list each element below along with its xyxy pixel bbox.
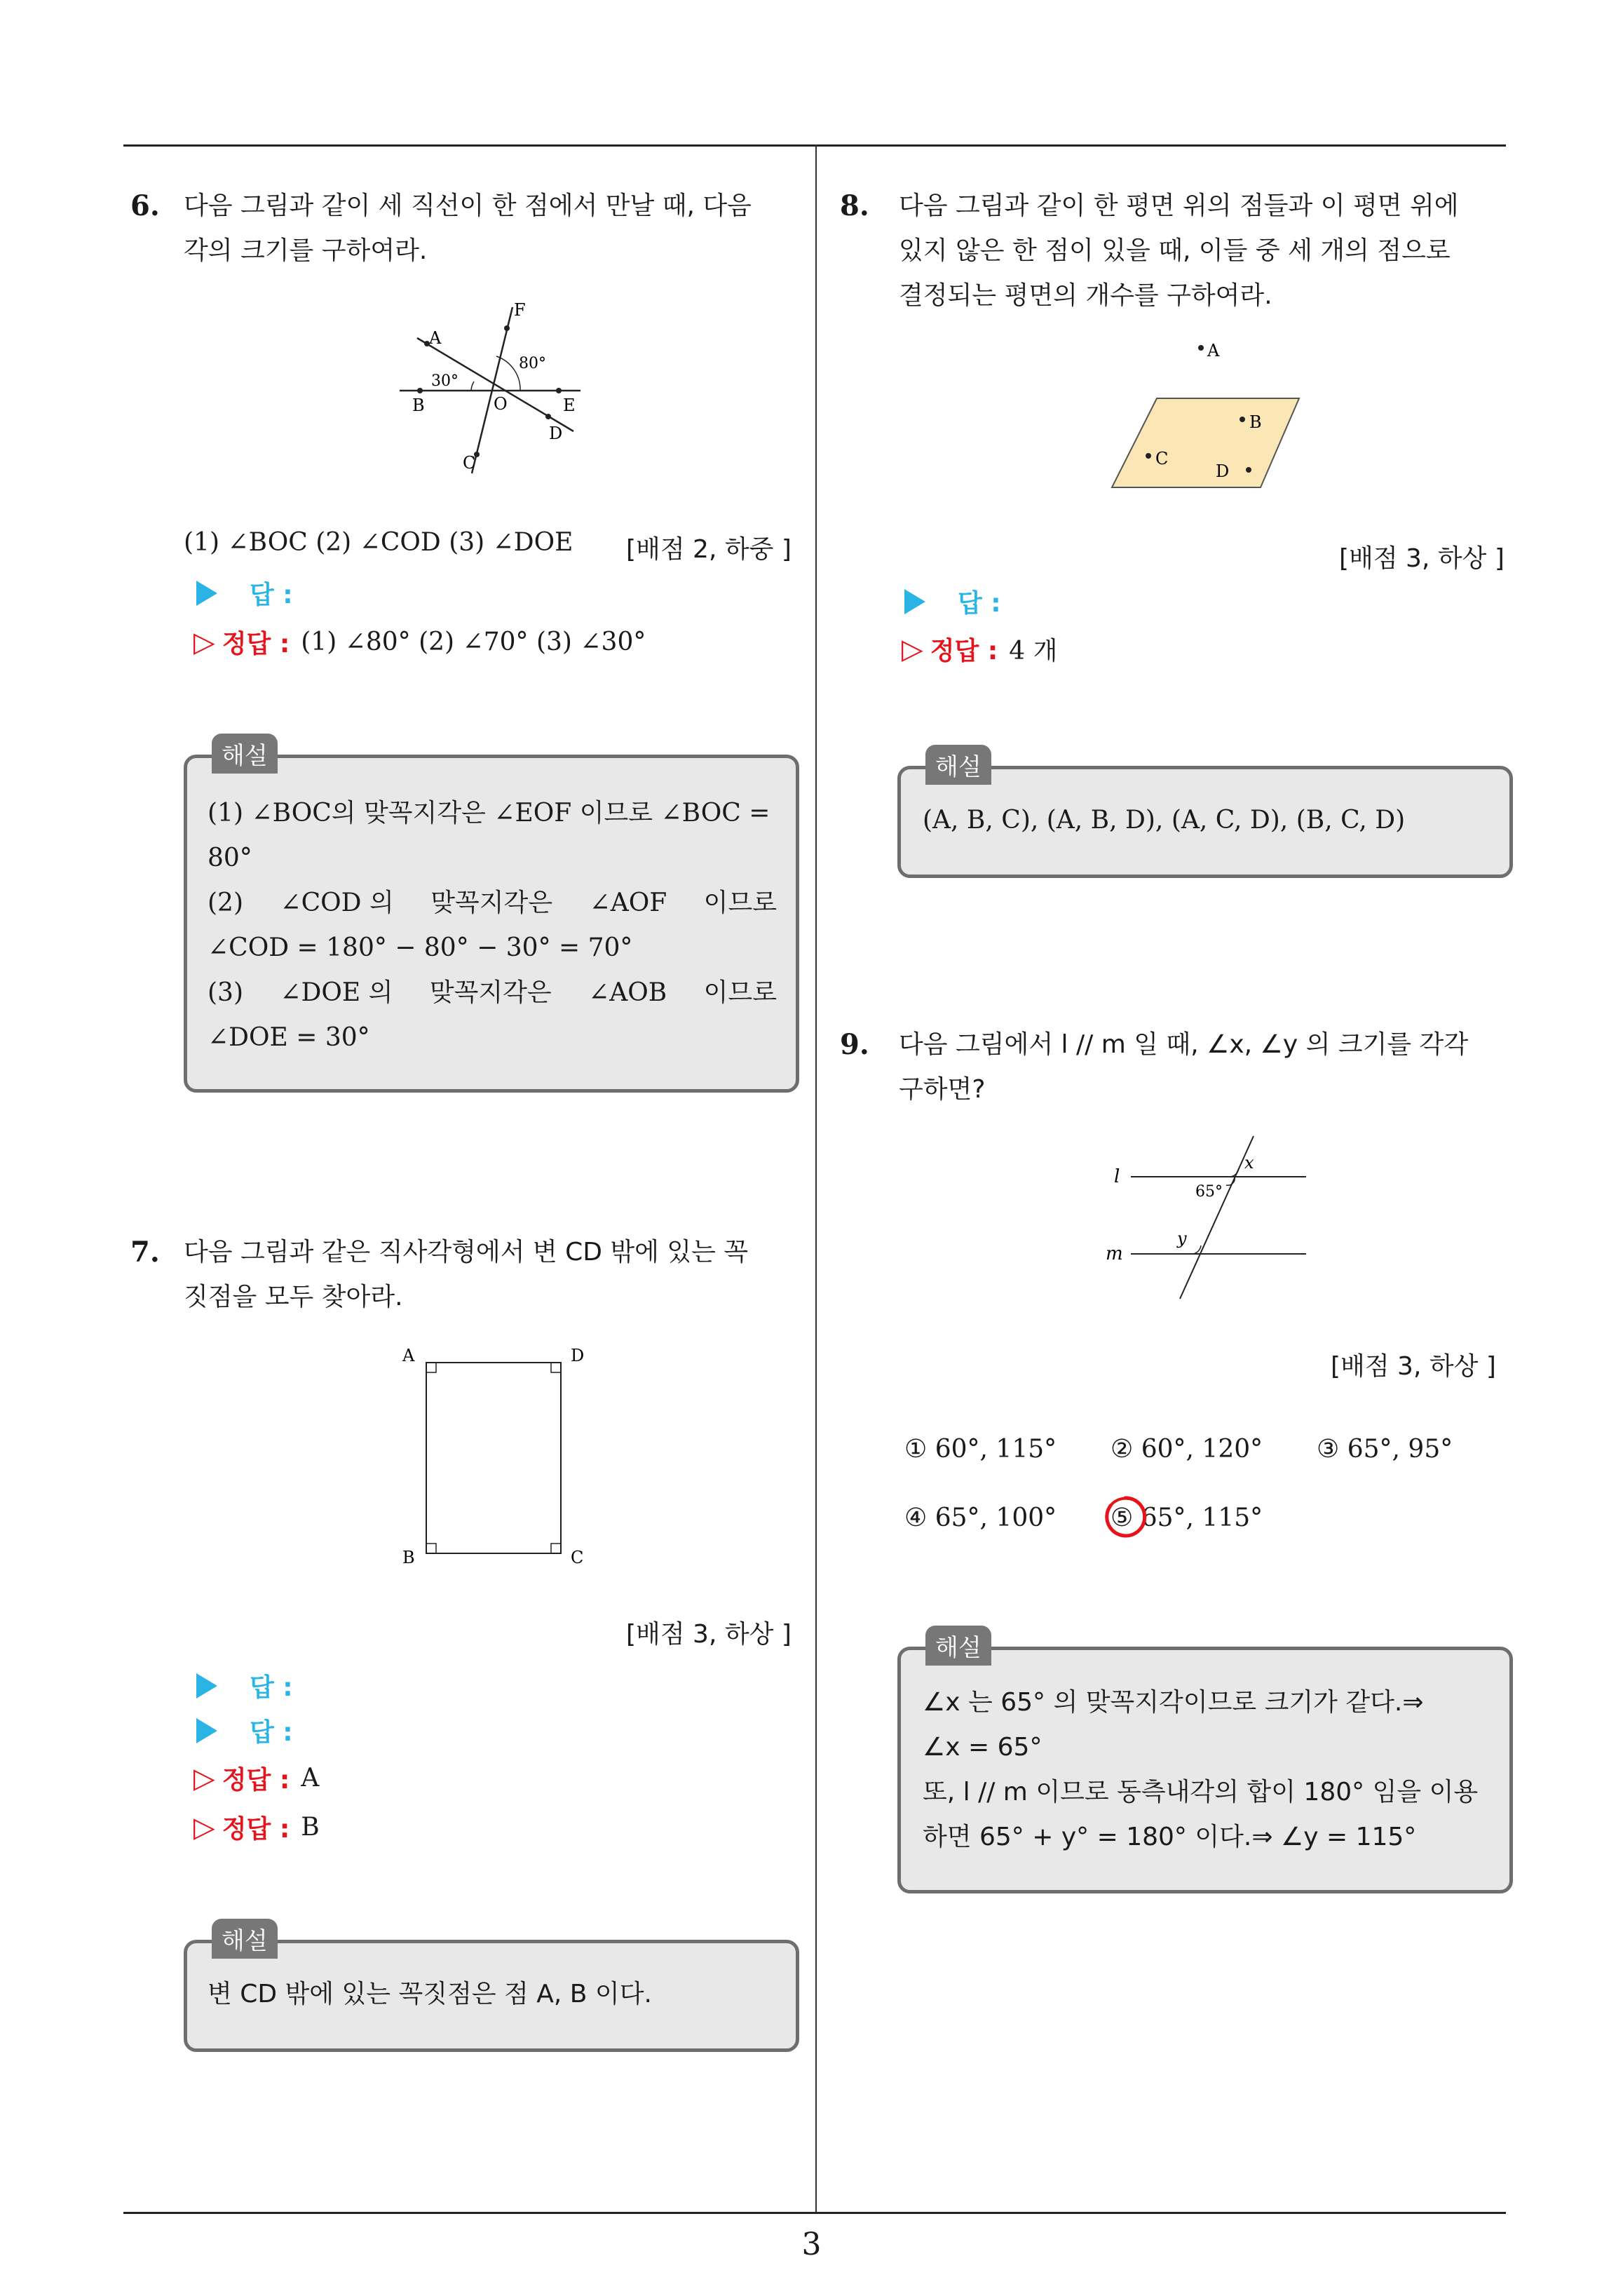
answer-marker-icon [904, 589, 925, 614]
q7-explain-text: 변 CD 밖에 있는 꼭짓점은 점 A, B 이다. [208, 1980, 652, 2008]
q6-solution-row [193, 624, 646, 660]
q9-angle-65: 65° [1195, 1183, 1223, 1201]
q7-answer-label: 답 : [250, 1673, 293, 1702]
answer-marker-icon [196, 1673, 217, 1699]
q9-option-5[interactable]: ⑤ 65°, 115° [1111, 1504, 1263, 1532]
q6-label-A: A [429, 328, 442, 348]
q6-explain-line: 80° [208, 844, 252, 872]
q6-solution-label: 정답 : [222, 630, 290, 659]
q9-explain-text [923, 1680, 1492, 1860]
q6-label-B: B [412, 396, 425, 415]
q8-solution-value: 4 개 [1009, 637, 1058, 666]
q6-number: 6. [130, 189, 160, 222]
q7-solution-row-2 [193, 1809, 320, 1845]
q6-explain-line: ∠DOE = 30° [208, 1023, 370, 1052]
q7-label-D: D [571, 1346, 585, 1365]
column-divider [815, 144, 817, 2213]
q6-label-F: F [514, 300, 526, 320]
q8-explain-title: 해설 [925, 745, 991, 785]
q9-line2: 구하면? [899, 1075, 986, 1104]
q8-score: [배점 3, 하상 ] [1339, 544, 1505, 573]
q8-label-B: B [1249, 412, 1262, 432]
q7-solution-label: 정답 : [222, 1815, 290, 1844]
page-number: 3 [801, 2227, 822, 2262]
q6-score: [배점 2, 하중 ] [626, 535, 792, 564]
q8-solution-row [902, 631, 1057, 667]
q9-explain-line: ∠x 는 65° 의 맞꼭지각이므로 크기가 같다.⇒ [923, 1688, 1424, 1717]
q7-label-B: B [402, 1548, 415, 1567]
q9-label-l: l [1114, 1166, 1120, 1187]
bottom-rule [123, 2212, 1506, 2214]
q6-label-O: O [494, 394, 508, 414]
q6-solution-value: (1) ∠80° (2) ∠70° (3) ∠30° [301, 628, 646, 656]
q9-figure [1104, 1129, 1315, 1304]
q9-label-m: m [1106, 1243, 1123, 1264]
q6-angle-80: 80° [519, 355, 546, 372]
q9-line1: 다음 그림에서 l // m 일 때, ∠x, ∠y 의 크기를 각각 [899, 1030, 1469, 1059]
q8-label-D: D [1216, 461, 1230, 481]
q8-number: 8. [840, 189, 869, 222]
q8-label-C: C [1155, 449, 1169, 468]
q6-parts: (1) ∠BOC (2) ∠COD (3) ∠DOE [184, 528, 573, 557]
solution-marker-icon: ▷ [902, 633, 923, 666]
q9-text [899, 1022, 1509, 1112]
q6-explain-line: ∠COD = 180° − 80° − 30° = 70° [208, 933, 633, 962]
q6-line2: 각의 크기를 구하여라. [184, 236, 428, 265]
top-rule [123, 144, 1506, 147]
q8-explain-text: (A, B, C), (A, B, D), (A, C, D), (B, C, D) [923, 806, 1406, 835]
q9-explain-line: 하면 65° + y° = 180° 이다.⇒ ∠y = 115° [923, 1823, 1417, 1851]
q8-answer-label: 답 : [958, 589, 1001, 618]
q7-answer-row-2 [196, 1713, 293, 1748]
q9-explain-title: 해설 [925, 1626, 991, 1666]
q7-figure [393, 1336, 603, 1567]
q7-answer-label: 답 : [250, 1718, 293, 1747]
q6-figure [393, 295, 596, 477]
q6-explain-line: (2) ∠COD 의 맞꼭지각은 ∠AOF 이므로 [208, 889, 777, 917]
q7-line2: 짓점을 모두 찾아라. [184, 1283, 403, 1311]
q7-label-A: A [402, 1346, 415, 1365]
q8-label-A: A [1207, 341, 1220, 360]
solution-marker-icon: ▷ [193, 1811, 215, 1844]
solution-marker-icon: ▷ [193, 1762, 215, 1795]
q6-label-D: D [549, 424, 563, 443]
q6-answer-row [196, 575, 293, 611]
q7-line1: 다음 그림과 같은 직사각형에서 변 CD 밖에 있는 꼭 [184, 1238, 749, 1267]
q7-number: 7. [130, 1236, 160, 1269]
q6-line1: 다음 그림과 같이 세 직선이 한 점에서 만날 때, 다음 [184, 191, 752, 220]
answer-marker-icon [196, 581, 217, 606]
q7-explain-title: 해설 [212, 1919, 278, 1959]
q8-line2: 있지 않은 한 점이 있을 때, 이들 중 세 개의 점으로 [899, 236, 1451, 265]
q7-solution-value: B [301, 1813, 320, 1842]
solution-marker-icon: ▷ [193, 626, 215, 659]
q6-answer-label: 답 : [250, 581, 293, 609]
q7-label-C: C [571, 1548, 584, 1567]
q8-solution-label: 정답 : [930, 637, 998, 666]
answer-circle-icon [1102, 1494, 1148, 1540]
q8-answer-row [904, 583, 1001, 619]
q9-option-2[interactable]: ② 60°, 120° [1111, 1435, 1263, 1464]
q8-text [899, 184, 1509, 318]
q6-explain-title: 해설 [212, 734, 278, 774]
q7-solution-label: 정답 : [222, 1766, 290, 1795]
q7-answer-row-1 [196, 1668, 293, 1703]
q6-text [184, 184, 801, 274]
q9-score: [배점 3, 하상 ] [1331, 1352, 1496, 1381]
answer-marker-icon [196, 1718, 217, 1743]
q9-label-y: y [1177, 1229, 1187, 1248]
q9-option-1[interactable]: ① 60°, 115° [904, 1435, 1057, 1464]
q9-label-x: x [1244, 1153, 1254, 1173]
q6-label-C: C [463, 453, 476, 473]
q6-label-E: E [563, 396, 576, 415]
q8-line1: 다음 그림과 같이 한 평면 위의 점들과 이 평면 위에 [899, 191, 1459, 220]
q7-score: [배점 3, 하상 ] [626, 1620, 792, 1649]
q9-explain-line: 또, l // m 이므로 동측내각의 합이 180° 임을 이용 [923, 1778, 1479, 1807]
q8-figure [1101, 337, 1311, 498]
q6-explain-text [208, 791, 777, 1060]
q9-option-3[interactable]: ③ 65°, 95° [1317, 1435, 1453, 1464]
q9-explain-line: ∠x = 65° [923, 1733, 1043, 1762]
q6-explain-line: (1) ∠BOC의 맞꼭지각은 ∠EOF 이므로 ∠BOC = [208, 799, 770, 828]
q7-text [184, 1230, 801, 1320]
q9-option-4[interactable]: ④ 65°, 100° [904, 1504, 1057, 1532]
q7-solution-value: A [301, 1764, 320, 1792]
q6-angle-30: 30° [431, 372, 459, 390]
q6-explain-line: (3) ∠DOE 의 맞꼭지각은 ∠AOB 이므로 [208, 978, 777, 1007]
q7-solution-row-1 [193, 1760, 319, 1796]
q9-number: 9. [840, 1028, 869, 1061]
q8-line3: 결정되는 평면의 개수를 구하여라. [899, 281, 1272, 310]
